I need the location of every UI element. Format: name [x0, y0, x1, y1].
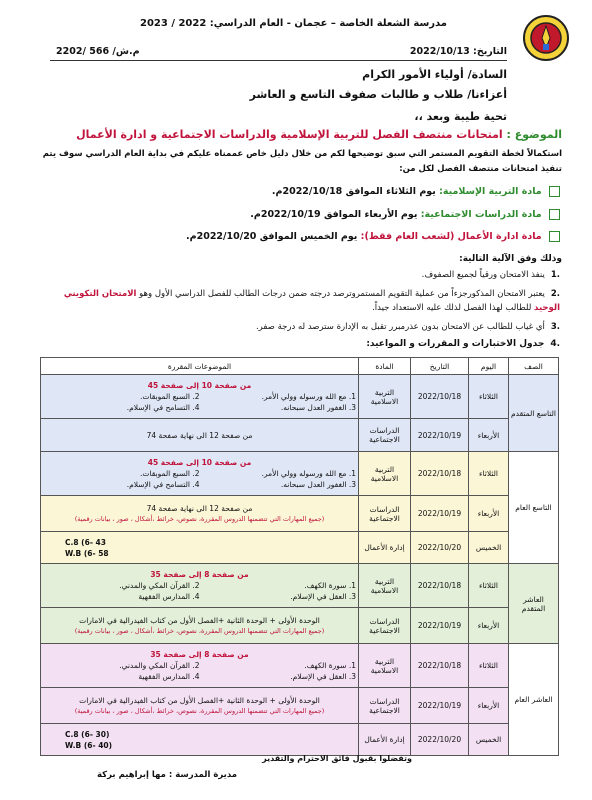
subject-cell: الدراسات الاجتماعية — [359, 496, 411, 532]
date-cell: 2022/10/19 — [411, 496, 469, 532]
subject-cell: إدارة الأعمال — [359, 532, 411, 564]
table-row — [41, 564, 559, 608]
topic-item: 2. القرآن المكي والمدني. — [119, 661, 200, 670]
signature-line: مديرة المدرسة : مها إبراهيم بركة — [97, 770, 237, 780]
workbook-pages: W.B (6- 58 — [65, 548, 109, 558]
day-cell: الثلاثاء — [469, 564, 509, 608]
rule-1 — [422, 270, 560, 280]
topic-item: 2. السبع الموبقات. — [140, 469, 200, 478]
workbook-pages: W.B (6- 40) — [65, 740, 113, 750]
subject-cell: الدراسات الاجتماعية — [359, 608, 411, 644]
rule-highlight: الامتحان التكويني الوحيد — [63, 289, 560, 313]
topics-cell — [41, 496, 359, 532]
exam-date: يوم الخميس الموافق 2022/10/20م. — [186, 231, 361, 242]
topics-cell — [41, 688, 359, 724]
subject-label: الموضوع : — [506, 128, 562, 141]
date-cell: 2022/10/18 — [411, 644, 469, 688]
topic-item: 1. مع الله ورسوله وولي الأمر. — [261, 469, 356, 478]
day-cell: الخميس — [469, 724, 509, 756]
page-range: من صفحة 8 إلى صفحة 35 — [150, 650, 249, 659]
exam-subject: مادة التربية الإسلامية: — [439, 186, 542, 197]
exam-business — [186, 231, 560, 242]
exam-date: يوم الثلاثاء الموافق 2022/10/18م. — [271, 186, 440, 197]
greeting: تحية طيبة وبعد ،، — [414, 110, 507, 123]
day-cell: الأربعاء — [469, 419, 509, 452]
topic-note: (جميع المهارات التي تتضمنها الدروس المقررة، نصوص، خرائط ،أشكال ، صور ، بيانات رقمية) — [74, 626, 325, 635]
school-crest-logo — [522, 14, 570, 62]
subject-cell: التربية الاسلامية — [359, 375, 411, 419]
table-row — [41, 688, 559, 724]
topic-item: 4. المدارس الفقهية — [138, 672, 200, 681]
topic-item: 3. العقل في الإسلام. — [290, 672, 356, 681]
date-cell: 2022/10/18 — [411, 452, 469, 496]
topic-list — [43, 391, 356, 413]
topic-main: من صفحة 12 الى نهاية صفحة 74 — [146, 503, 253, 513]
subject-cell: إدارة الأعمال — [359, 724, 411, 756]
date-value: 2022/10/13 — [409, 46, 470, 57]
rule-text: يعتبر الامتحان المذكورجزءاً من عملية التقويم المستمروترصد درجته ضمن درجات الطالب للفصل الدراسي الأول وهو — [139, 289, 545, 299]
day-cell: الثلاثاء — [469, 375, 509, 419]
topics-cell — [41, 644, 359, 688]
page-range: من صفحة 10 إلى صفحة 45 — [147, 381, 252, 390]
grade-cell: التاسع العام — [509, 452, 559, 564]
date-cell: 2022/10/20 — [411, 532, 469, 564]
page-range: من صفحة 10 إلى صفحة 45 — [147, 458, 252, 467]
subject-cell: التربية الاسلامية — [359, 644, 411, 688]
topics-cell — [41, 452, 359, 496]
subject-text: امتحانات منتصف الفصل للتربية الإسلامية والدراسات الاجتماعية و ادارة الأعمال — [76, 128, 503, 141]
exam-subject: مادة الدراسات الاجتماعية: — [420, 209, 542, 220]
rule-4 — [366, 339, 560, 349]
addressee-students: أعزاءنا/ طلاب و طالبات صفوف التاسع و العاشر — [249, 88, 507, 101]
header-date: التاريخ — [411, 358, 469, 375]
topic-item: 2. السبع الموبقات. — [140, 392, 200, 401]
topic-list — [43, 660, 356, 682]
header-divider — [50, 60, 507, 61]
topics-cell — [41, 375, 359, 419]
topics-cell — [41, 608, 359, 644]
table-header-row — [41, 358, 559, 375]
intro-paragraph: استكمالاً لخطة التقويم المستمر التي سبق توضيحها لكم من خلال دليل خاص عممناه عليكم في بداية العام الدراسي سوف يتم تنفيذ امتحانات منتصف الفصل لكل من: — [42, 149, 562, 174]
topics-cell — [41, 724, 359, 756]
day-cell: الأربعاء — [469, 688, 509, 724]
day-cell: الأربعاء — [469, 496, 509, 532]
grade-cell: العاشر العام — [509, 644, 559, 756]
book-pages: C.8 (6- 43 — [65, 537, 106, 547]
checkbox-icon — [549, 209, 560, 220]
table-row — [41, 452, 559, 496]
table-row — [41, 644, 559, 688]
header-topics: الموضوعات المقررة — [41, 358, 359, 375]
addressee-parents: السادة/ أولياء الأمور الكرام — [362, 68, 507, 81]
rule-number: .1 — [550, 270, 560, 280]
checkbox-icon — [549, 231, 560, 242]
topic-item: 4. المدارس الفقهية — [138, 592, 200, 601]
subject-cell: التربية الاسلامية — [359, 452, 411, 496]
rule-text: جدول الاختبارات و المقررات و المواعيد: — [366, 339, 545, 349]
topics-cell: من صفحة 12 الى نهاية صفحة 74 — [41, 419, 359, 452]
day-cell: الثلاثاء — [469, 644, 509, 688]
topic-note: (جميع المهارات التي تتضمنها الدروس المقررة، نصوص، خرائط ،أشكال ، صور ، بيانات رقمية) — [74, 706, 325, 715]
header-day: اليوم — [469, 358, 509, 375]
exam-date: يوم الأربعاء الموافق 2022/10/19م. — [250, 209, 421, 220]
topic-item: 1. سورة الكهف. — [304, 581, 356, 590]
topic-item: 3. الغفور العدل سبحانه. — [280, 403, 356, 412]
topic-item: 2. القرآن المكي والمدني. — [119, 581, 200, 590]
topic-item: 1. سورة الكهف. — [304, 661, 356, 670]
mechanism-title: وذلك وفق الآلية التالية: — [459, 254, 562, 264]
topic-item: 1. مع الله ورسوله وولي الأمر. — [261, 392, 356, 401]
subject-line — [76, 128, 562, 141]
topic-item: 4. التسامح في الإسلام. — [126, 480, 200, 489]
day-cell: الثلاثاء — [469, 452, 509, 496]
closing-line: وتفضلوا بقبول فائق الاحترام والتقدير — [262, 754, 412, 763]
date-label: التاريخ: — [473, 46, 507, 57]
date-cell: 2022/10/19 — [411, 608, 469, 644]
date-cell: 2022/10/19 — [411, 419, 469, 452]
school-line: مدرسة الشعلة الخاصة – عجمان - العام الدراسي: 2022 / 2023 — [140, 18, 447, 29]
exam-islamic — [272, 186, 560, 197]
exam-social — [250, 209, 560, 220]
grade-cell: التاسع المتقدم — [509, 375, 559, 452]
date-cell: 2022/10/19 — [411, 688, 469, 724]
topic-main: الوحدة الأولى + الوحدة الثانية +الفصل الأول من كتاب الفيدرالية في الامارات — [79, 695, 320, 705]
book-pages: C.8 (6- 30) — [65, 729, 110, 739]
rule-text: ينفذ الامتحان ورقياً لجميع الصفوف. — [421, 270, 545, 280]
topic-list — [43, 468, 356, 490]
page-range: من صفحة 8 إلى صفحة 35 — [150, 570, 249, 579]
topic-item: 4. التسامح في الإسلام. — [126, 403, 200, 412]
day-cell: الأربعاء — [469, 608, 509, 644]
date-cell: 2022/10/18 — [411, 564, 469, 608]
table-row — [41, 419, 559, 452]
topics-cell — [41, 564, 359, 608]
exam-schedule-table — [40, 357, 559, 756]
rule-text-after: للطالب لهذا الفصل لذلك عليه الاستعداد جيداً. — [372, 303, 535, 313]
reference-number: م.ش/ 566 /2202 — [56, 46, 140, 57]
table-row — [41, 496, 559, 532]
topic-item: 3. الغفور العدل سبحانه. — [280, 480, 356, 489]
rule-number: .4 — [550, 339, 560, 349]
exam-subject: مادة ادارة الأعمال (لشعب العام فقط): — [360, 231, 542, 242]
subject-cell: التربية الاسلامية — [359, 564, 411, 608]
table-row — [41, 608, 559, 644]
topic-item: 3. العقل في الإسلام. — [290, 592, 356, 601]
date-line — [410, 46, 507, 57]
subject-cell: الدراسات الاجتماعية — [359, 688, 411, 724]
topics-cell — [41, 532, 359, 564]
topic-main: الوحدة الأولى + الوحدة الثانية +الفصل الأول من كتاب الفيدرالية في الامارات — [79, 615, 320, 625]
rule-text: أي غياب للطالب عن الامتحان بدون عذرمبرر تقبل به الإدارة سترصد له درجة صفر. — [255, 322, 545, 332]
table-row — [41, 532, 559, 564]
grade-cell: العاشر المتقدم — [509, 564, 559, 644]
day-cell: الخميس — [469, 532, 509, 564]
rule-3 — [256, 322, 560, 332]
table-row — [41, 724, 559, 756]
checkbox-icon — [549, 186, 560, 197]
subject-cell: الدراسات الاجتماعية — [359, 419, 411, 452]
date-cell: 2022/10/18 — [411, 375, 469, 419]
header-subject: المادة — [359, 358, 411, 375]
rule-number: .2 — [550, 289, 560, 299]
date-cell: 2022/10/20 — [411, 724, 469, 756]
header-grade: الصف — [509, 358, 559, 375]
rule-number: .3 — [550, 322, 560, 332]
topic-list — [43, 580, 356, 602]
table-row — [41, 375, 559, 419]
topic-note: (جميع المهارات التي تتضمنها الدروس المقررة، نصوص، خرائط ،أشكال ، صور ، بيانات رقمية) — [74, 514, 325, 523]
rule-2 — [40, 287, 560, 315]
